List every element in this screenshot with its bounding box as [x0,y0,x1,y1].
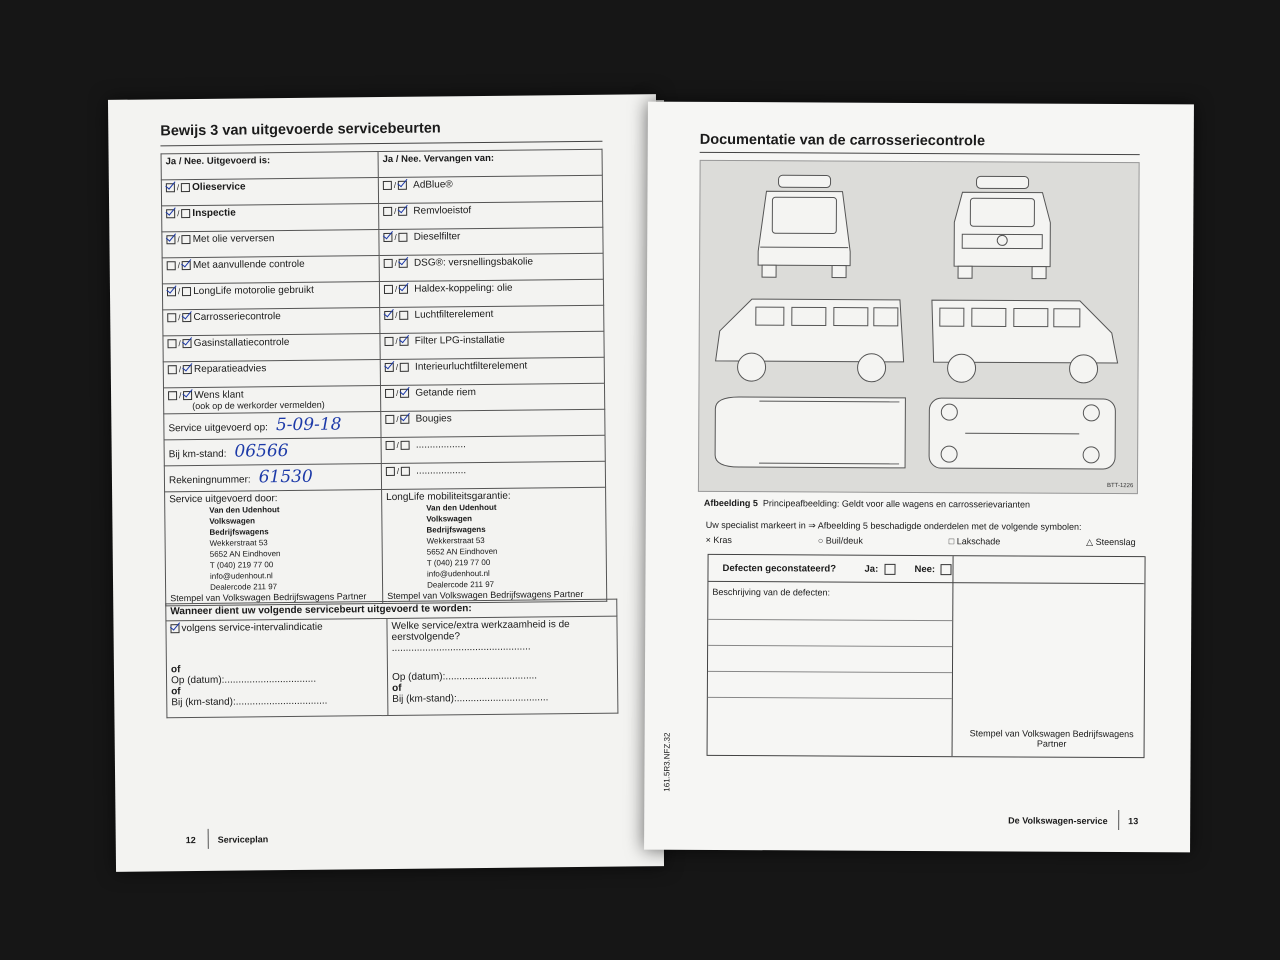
nee-checkbox[interactable] [183,391,192,400]
stamp-line: Volkswagen [209,516,256,526]
nee-checkbox[interactable] [182,235,191,244]
slash-separator: / [396,414,399,424]
replace-item-label: .................. [416,465,467,477]
replace-item-label: Filter LPG-installatie [414,334,505,347]
ja-checkbox[interactable] [166,183,175,192]
stamp-line: info@udenhout.nl [426,568,490,579]
replace-item-label: .................. [415,439,466,451]
slash-separator: / [395,336,398,346]
service-item-label: Reparatieadvies [193,363,267,376]
service-date-value[interactable]: 5-09-18 [275,414,342,436]
replace-item-label: Interieurluchtfilterelement [414,360,528,373]
ja-checkbox[interactable] [384,259,393,268]
van-underside-view [929,398,1115,469]
nee-checkbox[interactable] [400,337,409,346]
ja-checkbox[interactable] [385,389,394,398]
symbol-steenslag: △ Steenslag [1086,536,1136,548]
desc-line[interactable] [708,645,952,647]
service-item-label: Gasinstallatiecontrole [193,337,290,350]
no-label: Nee: [914,563,936,576]
ja-checkbox[interactable] [383,181,392,190]
service-date-label: Service uitgevoerd op: [168,422,268,435]
next-date-field-2[interactable]: Op (datum):................................. [391,670,538,683]
footer-divider [208,829,209,849]
next-question: Welke service/extra werkzaamheid is de eerstvolgende? [391,619,570,643]
slash-separator: / [396,440,399,450]
ja-checkbox[interactable] [167,287,176,296]
nee-checkbox[interactable] [399,285,408,294]
next-km-field-2[interactable]: Bij (km-stand):................................. [392,692,549,705]
nee-checkbox[interactable] [181,183,190,192]
slash-separator: / [393,180,397,190]
km-stand-value[interactable]: 06566 [234,441,289,462]
stamp-line: 5652 AN Eindhoven [426,546,498,557]
van-side-right [931,300,1117,383]
right-page [644,102,1194,853]
next-checkbox[interactable] [170,624,179,633]
ja-checkbox[interactable] [167,339,176,348]
ja-checkbox[interactable] [385,363,394,372]
slash-separator: / [177,209,180,219]
desc-line[interactable] [708,619,952,621]
stamp-line: T (040) 219 77 00 [209,560,274,570]
service-item-sub: (ook op de werkorder vermelden) [192,399,325,412]
next-option: volgens service-intervalindicatie [181,621,323,635]
nee-checkbox[interactable] [182,287,191,296]
performed-by-label: Service uitgevoerd door: [169,493,278,506]
col2-header: Ja / Nee. Vervangen van: [378,149,602,177]
stamp-line: Volkswagen [426,514,473,524]
vertical-code: 161.5R3.NFZ.32 [662,732,672,792]
title-rule-right [700,152,1140,155]
ja-checkbox[interactable] [385,415,394,424]
or-label-3: of [392,682,402,694]
page-title-right: Documentatie van de carrosseriecontrole [699,131,986,150]
nee-checkbox[interactable] [399,233,408,242]
stamp-line: Van den Udenhout [426,502,497,513]
replace-item-label: Remvloeistof [413,205,472,217]
slash-separator: / [394,284,398,294]
invoice-number-value[interactable]: 61530 [258,466,313,488]
ja-checkbox[interactable] [168,365,177,374]
slash-separator: / [178,339,181,349]
ja-checkbox[interactable] [384,311,393,320]
figure-caption: Afbeelding 5 Principeafbeelding: Geldt voor alle wagens en carrosserievarianten [703,497,1031,510]
service-item-label: Olieservice [192,181,246,194]
symbol-legend [706,535,1136,548]
slash-separator: / [177,261,180,271]
yes-checkbox[interactable] [884,564,895,575]
replace-item-label: Bougies [415,413,452,425]
ja-checkbox[interactable] [386,467,395,476]
stamp-caption: Stempel van Volkswagen Bedrijfswagens Partner [387,588,584,601]
or-label: of [170,664,181,676]
next-header: Wanneer dient uw volgende servicebeurt uitgevoerd te worden: [166,599,617,621]
or-label-2: of [171,686,181,698]
ja-checkbox[interactable] [383,207,392,216]
replace-item-label: Haldex-koppeling: olie [414,282,513,295]
ja-checkbox[interactable] [166,235,175,244]
dealer-stamp [426,501,602,591]
desc-line[interactable] [708,671,952,673]
nee-checkbox[interactable] [400,363,409,372]
nee-checkbox[interactable] [182,261,191,270]
next-km-field[interactable]: Bij (km-stand):................................. [171,695,328,709]
van-rear-view [758,175,851,277]
replace-item-label: DSG®: versnellingsbakolie [413,256,534,269]
stamp-line: T (040) 219 77 00 [426,557,491,568]
nee-checkbox[interactable] [398,207,407,216]
service-table [161,149,608,607]
stamp-caption-right: Stempel van Volkswagen Bedrijfswagens Partner [969,728,1134,749]
col1-header: Ja / Nee. Uitgevoerd is: [161,152,378,180]
next-question-dots[interactable]: .................................................. [391,641,531,654]
stamp-line: Van den Udenhout [209,505,280,515]
page-section: Serviceplan [217,834,269,845]
stamp-line: Dealercode 211 97 [210,582,278,592]
slash-separator: / [396,466,400,476]
van-side-left [716,299,904,382]
page-number-right: 13 [1128,816,1139,827]
next-date-field[interactable]: Op (datum):................................. [171,673,317,687]
van-front-view [954,176,1051,279]
van-top-view [715,397,905,468]
mobility-label: LongLife mobiliteitsgarantie: [386,490,511,503]
symbol-buil: ○ Buil/deuk [817,535,863,546]
nee-checkbox[interactable] [182,313,191,322]
nee-checkbox[interactable] [181,209,190,218]
vehicle-diagram [698,160,1140,494]
replace-item-label: AdBlue® [413,179,453,191]
figure-code: BTT-1226 [1106,482,1134,490]
stamp-line: info@udenhout.nl [209,571,273,581]
slash-separator: / [394,232,397,242]
km-stand-label: Bij km-stand: [168,448,227,461]
nee-checkbox[interactable] [401,441,410,450]
ja-checkbox[interactable] [168,391,177,400]
ja-checkbox[interactable] [386,441,395,450]
service-item-label: Inspectie [192,207,236,220]
nee-checkbox[interactable] [400,389,409,398]
nee-checkbox[interactable] [401,415,410,424]
slash-separator: / [396,388,399,398]
slash-separator: / [394,206,397,216]
slash-separator: / [395,362,399,372]
symbol-kras: × Kras [705,534,732,546]
invoice-number-label: Rekeningnummer: [168,474,251,487]
slash-separator: / [178,365,182,375]
ja-checkbox[interactable] [166,209,175,218]
desc-label: Beschrijving van de defecten: [712,586,830,598]
slash-separator: / [178,313,181,323]
stamp-caption: Stempel van Volkswagen Bedrijfswagens Partner [170,591,367,604]
slash-separator: / [177,235,180,245]
defects-label: Defecten geconstateerd? [722,562,837,575]
service-item-label: Wens klant [194,389,244,402]
stamp-line: Dealercode 211 97 [427,579,495,590]
service-item-label: Met aanvullende controle [192,258,305,272]
ja-checkbox[interactable] [383,233,392,242]
stamp-line: Wekkerstraat 53 [426,535,485,546]
marker-text: Uw specialist markeert in ⇒ Afbeelding 5 beschadigde onderdelen met de volgende symbolen: [705,519,1082,532]
no-checkbox[interactable] [940,564,951,575]
ja-checkbox[interactable] [384,337,393,346]
page-title: Bewijs 3 van uitgevoerde servicebeurten [160,120,441,140]
slash-separator: / [177,287,181,297]
nee-checkbox[interactable] [401,467,410,476]
yes-label: Ja: [864,563,879,575]
dealer-stamp [209,503,378,593]
slash-separator: / [179,391,182,401]
ja-checkbox[interactable] [167,313,176,322]
nee-checkbox[interactable] [183,365,192,374]
footer-divider-right [1118,810,1119,830]
stamp-line: 5652 AN Eindhoven [209,549,281,559]
symbol-lakschade: □ Lakschade [948,536,1001,547]
service-item-label: Carrosseriecontrole [193,311,281,324]
next-service-table [165,599,618,719]
slash-separator: / [395,310,398,320]
ja-checkbox[interactable] [384,285,393,294]
defects-divider [952,556,954,756]
page-section-right: De Volkswagen-service [1008,815,1108,826]
slash-separator: / [394,258,397,268]
stamp-line: Wekkerstraat 53 [209,538,268,548]
nee-checkbox[interactable] [399,311,408,320]
left-page [108,94,664,872]
nee-checkbox[interactable] [398,181,407,190]
nee-checkbox[interactable] [183,339,192,348]
title-rule [160,141,602,147]
replace-item-label: Luchtfilterelement [414,308,494,321]
service-item-label: Met olie verversen [192,233,275,246]
stamp-line: Bedrijfswagens [426,524,486,535]
slash-separator: / [176,183,180,193]
defects-box [707,554,1146,758]
service-item-label: LongLife motorolie gebruikt [193,284,314,298]
page-number: 12 [185,835,196,846]
replace-item-label: Dieselfilter [413,231,461,243]
vehicle-drawings [699,161,1139,493]
desc-line[interactable] [708,697,952,699]
stamp-line: Bedrijfswagens [209,527,269,537]
ja-checkbox[interactable] [167,261,176,270]
replace-item-label: Getande riem [415,387,476,399]
nee-checkbox[interactable] [399,259,408,268]
